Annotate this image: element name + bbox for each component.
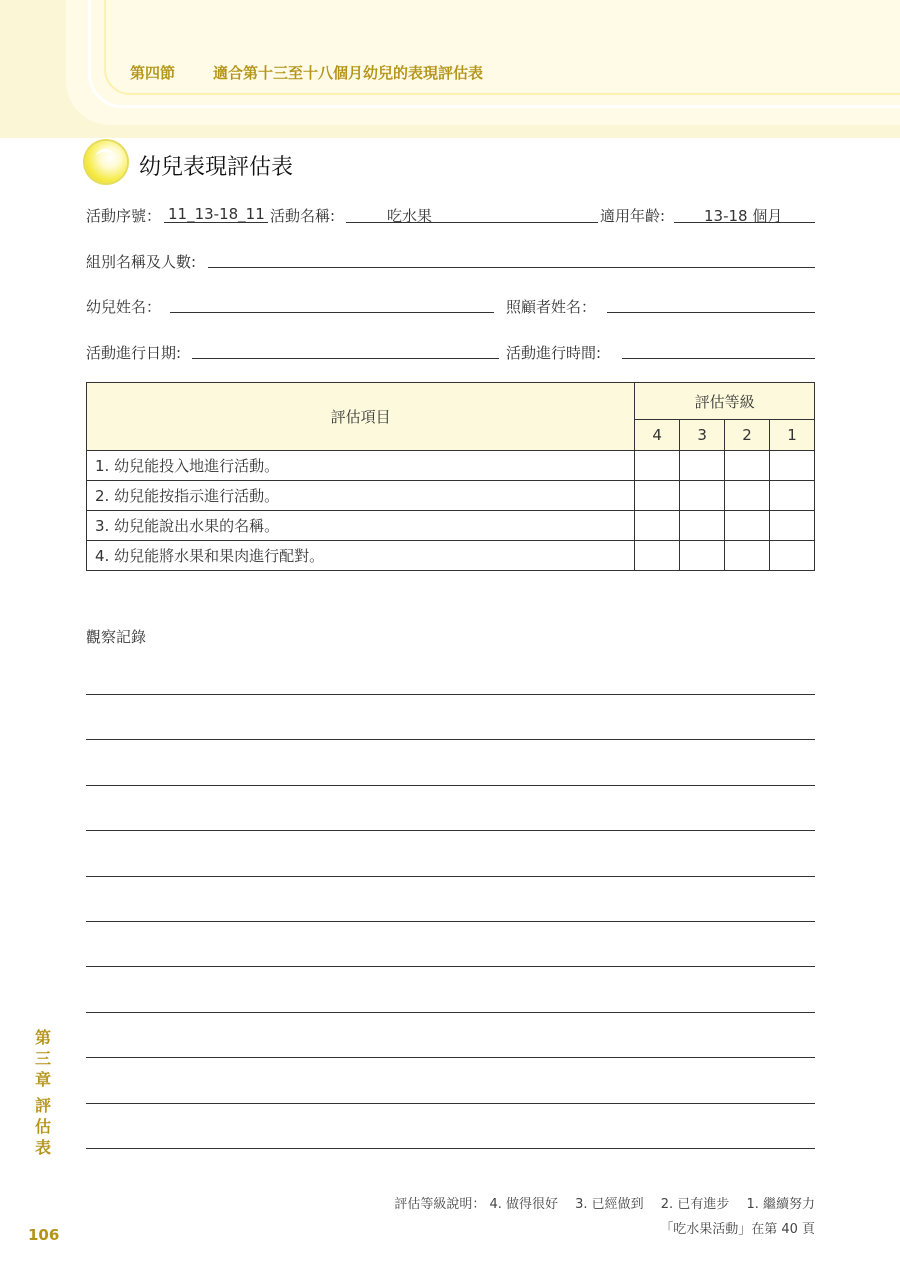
observation-line[interactable] [86, 1012, 815, 1013]
chapter-label [33, 1027, 53, 1090]
grade-legend: 評估等級說明： 4. 做得很好 3. 已經做到 2. 已有進步 1. 繼續努力 [394, 1197, 815, 1212]
child-name-label: 幼兒姓名： [86, 298, 162, 316]
carer-name-label: 照顧者姓名： [506, 298, 597, 316]
row-item-text: 2. 幼兒能按指示進行活動。 [87, 481, 635, 511]
topic-label [33, 1095, 53, 1158]
grade-cell[interactable] [635, 541, 680, 571]
observation-label: 觀察記錄 [86, 628, 147, 646]
table-row [87, 481, 815, 511]
item-header: 評估項目 [87, 383, 635, 451]
grade-cell[interactable] [680, 451, 725, 481]
bubble-icon [85, 141, 127, 183]
observation-line[interactable] [86, 921, 815, 922]
grade-cell[interactable] [635, 451, 680, 481]
child-name-field[interactable] [170, 312, 494, 313]
grade-cell[interactable] [770, 481, 815, 511]
grade-cell[interactable] [680, 511, 725, 541]
date-label: 活動進行日期: [86, 344, 182, 362]
observation-line[interactable] [86, 876, 815, 877]
row-item-text: 1. 幼兒能投入地進行活動。 [87, 451, 635, 481]
grade-cell[interactable] [770, 451, 815, 481]
observation-line[interactable] [86, 785, 815, 786]
activity-name-value[interactable]: 吃水果 [387, 207, 433, 225]
row-item-text: 4. 幼兒能將水果和果肉進行配對。 [87, 541, 635, 571]
form-title: 幼兒表現評估表 [139, 155, 294, 180]
age-value[interactable]: 13-18 個月 [704, 207, 783, 225]
topic-char: 估 [34, 1117, 51, 1136]
topic-char: 評 [34, 1096, 51, 1115]
grade-cell[interactable] [680, 541, 725, 571]
observation-line[interactable] [86, 1148, 815, 1149]
observation-line[interactable] [86, 966, 815, 967]
grade-cell[interactable] [635, 481, 680, 511]
table-row [87, 541, 815, 571]
observation-line[interactable] [86, 1103, 815, 1104]
activity-no-value[interactable]: 11_13-18_11 [168, 205, 265, 223]
grade-3-header: 3 [680, 420, 725, 451]
table-row [87, 511, 815, 541]
chapter-char: 章 [34, 1070, 51, 1089]
topic-char: 表 [34, 1138, 51, 1157]
table-row [87, 451, 815, 481]
grade-4-header: 4 [635, 420, 680, 451]
age-label: 適用年齡: [600, 207, 666, 225]
time-field[interactable] [622, 358, 815, 359]
grade-1-header: 1 [770, 420, 815, 451]
page-number: 106 [28, 1226, 60, 1244]
grade-cell[interactable] [725, 541, 770, 571]
grade-header: 評估等級 [635, 383, 815, 420]
section-title: 適合第十三至十八個月幼兒的表現評估表 [213, 64, 484, 82]
activity-name-line [346, 222, 598, 223]
evaluation-table [86, 382, 815, 571]
group-field[interactable] [208, 267, 815, 268]
activity-reference: 「吃水果活動」在第 40 頁 [660, 1222, 815, 1237]
observation-line[interactable] [86, 1057, 815, 1058]
grade-cell[interactable] [725, 511, 770, 541]
grade-cell[interactable] [725, 451, 770, 481]
grade-cell[interactable] [770, 541, 815, 571]
chapter-char: 第 [34, 1028, 51, 1047]
activity-name-label: 活動名稱: [270, 207, 336, 225]
observation-line[interactable] [86, 830, 815, 831]
row-item-text: 3. 幼兒能說出水果的名稱。 [87, 511, 635, 541]
grade-2-header: 2 [725, 420, 770, 451]
date-field[interactable] [192, 358, 499, 359]
grade-cell[interactable] [725, 481, 770, 511]
group-label: 組別名稱及人數: [86, 253, 197, 271]
grade-cell[interactable] [770, 511, 815, 541]
activity-no-label: 活動序號： [86, 207, 162, 225]
time-label: 活動進行時間: [506, 344, 602, 362]
grade-cell[interactable] [680, 481, 725, 511]
grade-cell[interactable] [635, 511, 680, 541]
observation-line[interactable] [86, 694, 815, 695]
section-number: 第四節 [130, 64, 176, 82]
observation-line[interactable] [86, 739, 815, 740]
chapter-char: 三 [34, 1049, 51, 1068]
carer-name-field[interactable] [607, 312, 815, 313]
